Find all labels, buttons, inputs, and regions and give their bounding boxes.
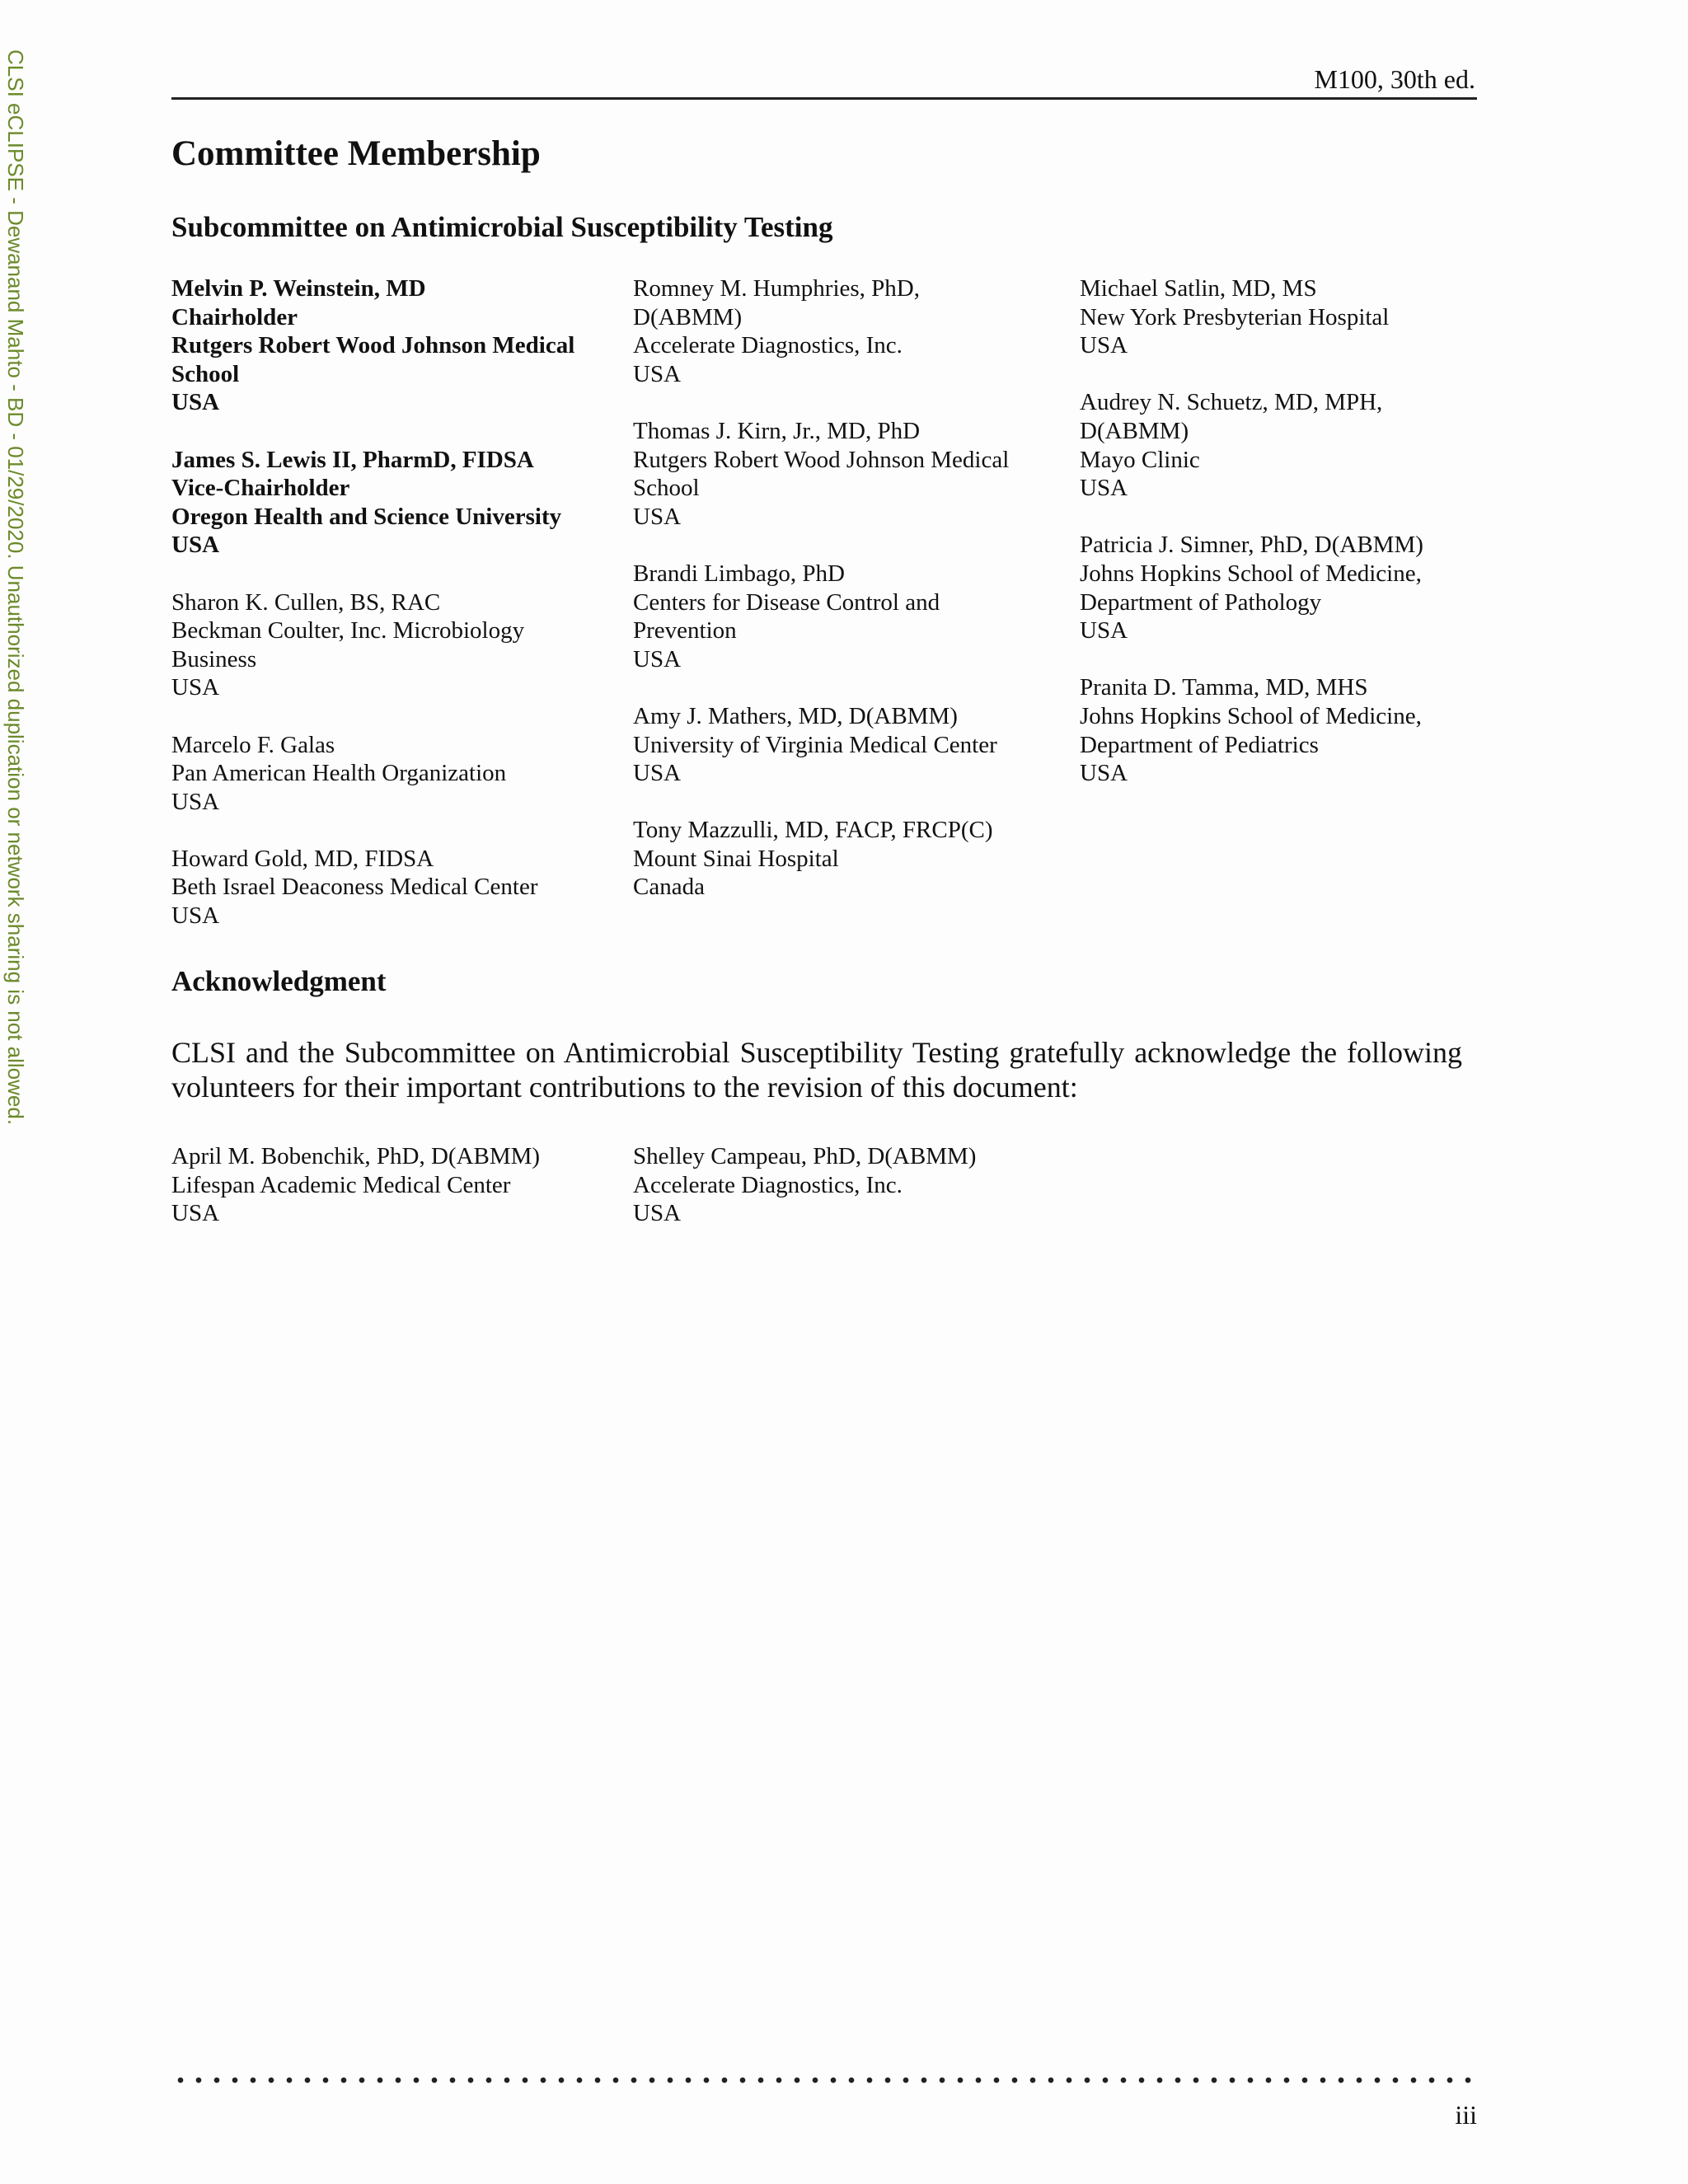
member-detail: Johns Hopkins School of Medicine,: [1080, 560, 1422, 587]
member-detail: Prevention: [633, 617, 737, 644]
member-detail: D(ABMM): [1080, 417, 1189, 444]
acknowledgment-heading: Acknowledgment: [171, 965, 387, 997]
member-detail: Mayo Clinic: [1080, 446, 1200, 473]
document-reference: M100, 30th ed.: [1314, 64, 1475, 94]
member-detail: Lifespan Academic Medical Center: [171, 1171, 511, 1198]
member-name: Melvin P. Weinstein, MD: [171, 275, 426, 302]
member-detail: Beckman Coulter, Inc. Microbiology: [171, 617, 525, 644]
member-detail: USA: [633, 503, 682, 530]
member-name: James S. Lewis II, PharmD, FIDSA: [171, 446, 534, 473]
member-detail: USA: [1080, 475, 1128, 502]
member-detail: School: [171, 360, 240, 387]
page-number: iii: [1455, 2100, 1477, 2130]
member-detail: Vice-Chairholder: [171, 475, 350, 502]
member-name: Pranita D. Tamma, MD, MHS: [1080, 674, 1368, 701]
member-detail: Oregon Health and Science University: [171, 503, 562, 530]
member-name: Howard Gold, MD, FIDSA: [171, 845, 434, 872]
member-entry: [1080, 673, 1475, 787]
member-detail: USA: [633, 645, 682, 673]
member-detail: Department of Pediatrics: [1080, 731, 1319, 758]
members-column-3: [1080, 274, 1475, 816]
member-name: Audrey N. Schuetz, MD, MPH,: [1080, 389, 1383, 416]
member-detail: USA: [633, 360, 682, 387]
footer-dotted-rule: [171, 2077, 1477, 2083]
member-name: Tony Mazzulli, MD, FACP, FRCP(C): [633, 817, 993, 844]
member-detail: USA: [171, 788, 220, 815]
members-column-2: [633, 274, 1045, 930]
member-detail: Chairholder: [171, 303, 298, 330]
member-detail: Beth Israel Deaconess Medical Center: [171, 874, 538, 901]
member-detail: Department of Pathology: [1080, 588, 1322, 616]
member-name: Marcelo F. Galas: [171, 731, 335, 758]
member-entry: [1080, 274, 1475, 360]
members-column-1: [171, 274, 608, 958]
member-detail: USA: [1080, 760, 1128, 787]
member-entry: [633, 1142, 1045, 1228]
member-name: Shelley Campeau, PhD, D(ABMM): [633, 1143, 977, 1169]
volunteers-column-1: [171, 1142, 608, 1256]
member-entry: [633, 274, 1045, 388]
member-detail: USA: [171, 389, 220, 416]
member-detail: Accelerate Diagnostics, Inc.: [633, 1171, 903, 1198]
acknowledgment-text: CLSI and the Subcommittee on Antimicrobial Susceptibility Testing gratefully acknowledge the following volunteers for their important contributions to the revision of this document:: [171, 1036, 1462, 1104]
member-name: Brandi Limbago, PhD: [633, 560, 845, 587]
member-entry: [633, 417, 1045, 531]
member-detail: USA: [171, 532, 220, 559]
member-name: April M. Bobenchik, PhD, D(ABMM): [171, 1143, 541, 1169]
member-name: Thomas J. Kirn, Jr., MD, PhD: [633, 417, 921, 444]
member-detail: Rutgers Robert Wood Johnson Medical: [633, 446, 1010, 473]
member-entry: [1080, 388, 1475, 502]
member-detail: USA: [171, 674, 220, 701]
member-detail: D(ABMM): [633, 303, 743, 330]
member-detail: Mount Sinai Hospital: [633, 845, 839, 872]
member-detail: New York Presbyterian Hospital: [1080, 303, 1390, 330]
subcommittee-heading: Subcommittee on Antimicrobial Susceptibility Testing: [171, 211, 833, 243]
member-detail: USA: [633, 1200, 682, 1227]
member-entry: [171, 588, 608, 702]
member-detail: USA: [633, 760, 682, 787]
member-detail: Centers for Disease Control and: [633, 588, 940, 616]
member-detail: Johns Hopkins School of Medicine,: [1080, 702, 1422, 729]
member-entry: [171, 446, 608, 560]
member-entry: [633, 816, 1045, 902]
member-name: Patricia J. Simner, PhD, D(ABMM): [1080, 532, 1423, 559]
member-name: Michael Satlin, MD, MS: [1080, 275, 1317, 302]
member-name: Sharon K. Cullen, BS, RAC: [171, 588, 441, 616]
member-detail: University of Virginia Medical Center: [633, 731, 997, 758]
member-detail: Rutgers Robert Wood Johnson Medical: [171, 332, 575, 359]
member-detail: USA: [1080, 332, 1128, 359]
member-detail: Canada: [633, 874, 705, 901]
member-name: Romney M. Humphries, PhD,: [633, 275, 920, 302]
member-name: Amy J. Mathers, MD, D(ABMM): [633, 702, 958, 729]
volunteers-column-2: [633, 1142, 1045, 1256]
member-detail: School: [633, 475, 700, 502]
member-entry: [633, 702, 1045, 788]
member-detail: USA: [171, 902, 220, 930]
member-entry: [171, 845, 608, 930]
watermark-text: CLSI eCLIPSE - Dewanand Mahto - BD - 01/29/2020. Unauthorized duplication or network sharing is not allowed.: [3, 49, 28, 1126]
header-rule: [171, 97, 1477, 100]
member-entry: [633, 560, 1045, 673]
member-detail: Pan American Health Organization: [171, 760, 507, 787]
member-entry: [171, 274, 608, 417]
member-entry: [1080, 531, 1475, 644]
member-detail: Business: [171, 645, 257, 673]
member-entry: [171, 1142, 608, 1228]
copyright-watermark: [0, 49, 28, 1154]
page-title: Committee Membership: [171, 134, 541, 173]
member-detail: Accelerate Diagnostics, Inc.: [633, 332, 903, 359]
member-detail: USA: [171, 1200, 220, 1227]
member-detail: USA: [1080, 617, 1128, 644]
member-entry: [171, 731, 608, 817]
